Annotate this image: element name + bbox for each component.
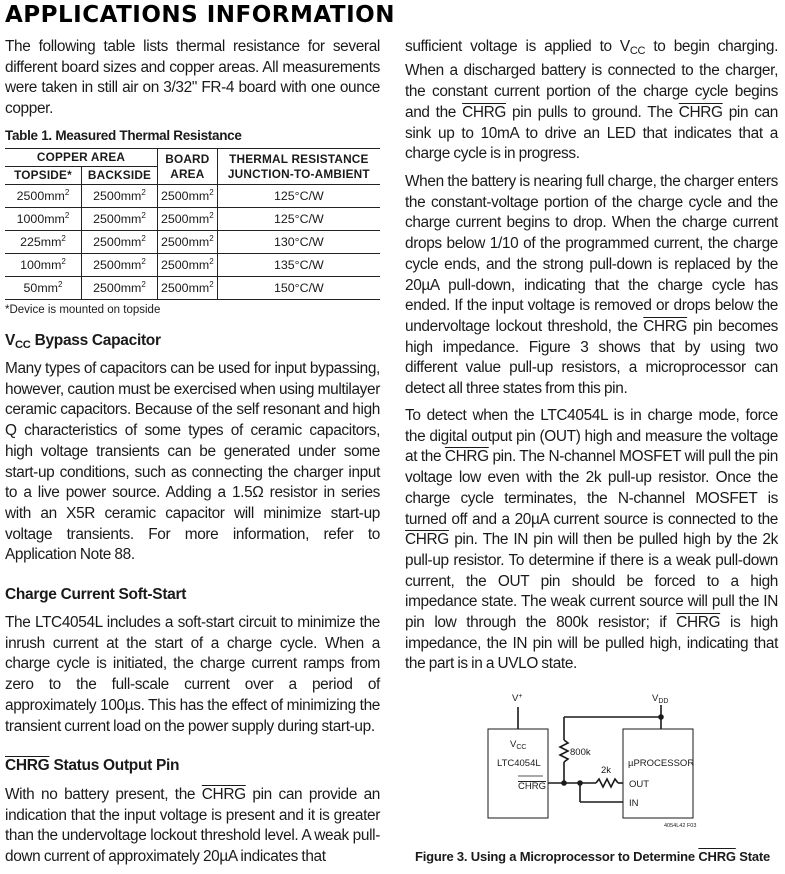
backside-cell: $2500mm^2$ <box>82 277 158 300</box>
figure-caption: Figure 3. Using a Microprocessor to Determine CHRG State <box>414 849 771 864</box>
board-cell: $2500mm^2$ <box>158 185 218 208</box>
chrg-status-heading: CHRG Status Output Pin <box>5 757 180 774</box>
thermal-resistance-header: THERMAL RESISTANCE JUNCTION-TO-AMBIENT <box>227 151 370 181</box>
board-cell: $2500mm^2$ <box>158 254 218 277</box>
backside-cell: $2500mm^2$ <box>82 254 158 277</box>
backside-header: BACKSIDE <box>82 167 158 185</box>
topside-cell: $100mm^2$ <box>5 254 82 277</box>
thermal-cell: 125°C/W <box>217 208 380 231</box>
chip-name-label: LTC4054L <box>497 758 541 769</box>
detect-mode-paragraph: To detect when the LTC4054L is in charge mode, force the digital output pin (OUT) high and measure the voltage at the CHRG pin. The N-channel MOSFET will pull the pin voltage low even with the 2k pull-up resistor. Once the charge cycle terminates, the N-channel MOSFET is turned off and a 20µA current source is connected to the CHRG pin. The IN pin will then be pulled high by the 2k pull-up resistor. To determine if there is a weak pull-down current, the OUT pin should be forced to a high impedance state. The weak current source will pull the IN pin low through the 800k resistor; if CHRG is high impedance, the IN pin will be pulled high, indicating that the part is in a UVLO state. <box>405 407 778 673</box>
mcu-out-label: OUT <box>629 779 650 790</box>
vcc-bypass-body: Many types of capacitors can be used for input bypassing, however, caution must be exercised when using multilayer ceramic capacitors. Because of the self resonant and high Q characteristics of some types of ceramic capacitors, high voltage transients can be generated under some start-up conditions, such as connecting the charger input to a live power source. Adding a 1.5Ω resistor in series with an X5R ceramic capacitor will minimize start-up voltage transients. For more information, refer to Application Note 88. <box>5 360 380 564</box>
board-cell: $2500mm^2$ <box>158 231 218 254</box>
backside-cell: $2500mm^2$ <box>82 208 158 231</box>
topside-cell: $2500mm^2$ <box>5 185 82 208</box>
soft-start-heading: Charge Current Soft-Start <box>5 586 187 603</box>
resistor-800k-label: 800k <box>570 747 591 758</box>
table-row <box>5 254 380 277</box>
thermal-cell: 130°C/W <box>217 231 380 254</box>
table-row <box>5 231 380 254</box>
topside-header: TOPSIDE* <box>5 167 82 185</box>
vcc-bypass-heading: $V_{CC}$ Bypass Capacitor <box>5 332 161 351</box>
chip-chrg-pin-label: CHRG <box>518 781 546 792</box>
backside-cell: $2500mm^2$ <box>82 185 158 208</box>
in-junction-dot <box>577 780 583 786</box>
backside-cell: $2500mm^2$ <box>82 231 158 254</box>
vplus-label: V+ <box>512 693 523 704</box>
copper-area-header: COPPER AREA <box>5 149 158 167</box>
resistor-2k-label: 2k <box>601 765 612 776</box>
page-title: APPLICATIONS INFORMATION <box>5 2 395 28</box>
vdd-junction-dot <box>658 714 664 720</box>
table-row <box>5 185 380 208</box>
chip-vcc-label: $V_{CC}$ <box>510 739 527 751</box>
full-charge-paragraph: When the battery is nearing full charge, the charger enters the constant-voltage portion of the charge cycle and the charge current begins to drop. When the charge current drops below 1/10 of the programmed current, the charge cycle ends, and the strong pull-down is replaced by the 20µA pull-down, indicating that the charge cycle has ended. If the input voltage is removed or drops below the undervoltage lockout threshold, the CHRG pin becomes high impedance. Figure 3 shows that by using two different value pull-up resistors, a microprocessor can detect all three states from this pin. <box>405 173 779 398</box>
thermal-cell: 125°C/W <box>217 185 380 208</box>
intro-paragraph: The following table lists thermal resistance for several different board sizes and copper areas. All measurements were taken in still air on 3/32" FR-4 board with one ounce copper. <box>5 38 380 118</box>
topside-cell: $50mm^2$ <box>5 277 82 300</box>
chrg-status-body: With no battery present, the CHRG pin can provide an indication that the input voltage is present and it is greater than the undervoltage lockout threshold level. A weak pull-down current of approximately 20µA indicates that <box>5 786 380 866</box>
soft-start-body: The LTC4054L includes a soft-start circuit to minimize the inrush current at the start of a charge cycle. When a charge cycle is initiated, the charge current ramps from zero to the full-scale current over a period of approximately 100µs. This has the effect of minimizing the transient current load on the power supply during start-up. <box>5 614 380 735</box>
table-footnote: *Device is mounted on topside <box>5 304 161 316</box>
figure-code: 4054L42 F03 <box>664 823 697 829</box>
table-caption: Table 1. Measured Thermal Resistance <box>5 128 242 143</box>
mcu-name-label: µPROCESSOR <box>628 758 695 769</box>
topside-cell: $1000mm^2$ <box>5 208 82 231</box>
board-cell: $2500mm^2$ <box>158 208 218 231</box>
charge-indication-paragraph: sufficient voltage is applied to $V_{CC}$ to begin charging. When a discharged battery is connected to the charger, the constant current portion of the charge cycle begins and the CHRG pin pulls to ground. The CHRG pin can sink up to 10mA to drive an LED that indicates that a charge cycle is in progress. <box>405 38 779 163</box>
thermal-resistance-table <box>5 148 380 300</box>
thermal-cell: 135°C/W <box>217 254 380 277</box>
table-row <box>5 277 380 300</box>
topside-cell: $225mm^2$ <box>5 231 82 254</box>
circuit-diagram <box>470 685 710 845</box>
board-area-header: BOARD AREA <box>158 149 218 185</box>
board-cell: $2500mm^2$ <box>158 277 218 300</box>
mcu-in-label: IN <box>629 798 639 809</box>
chrg-junction-dot <box>561 780 567 786</box>
table-row <box>5 208 380 231</box>
thermal-cell: 150°C/W <box>217 277 380 300</box>
vdd-label: $V_{DD}$ <box>652 693 669 705</box>
